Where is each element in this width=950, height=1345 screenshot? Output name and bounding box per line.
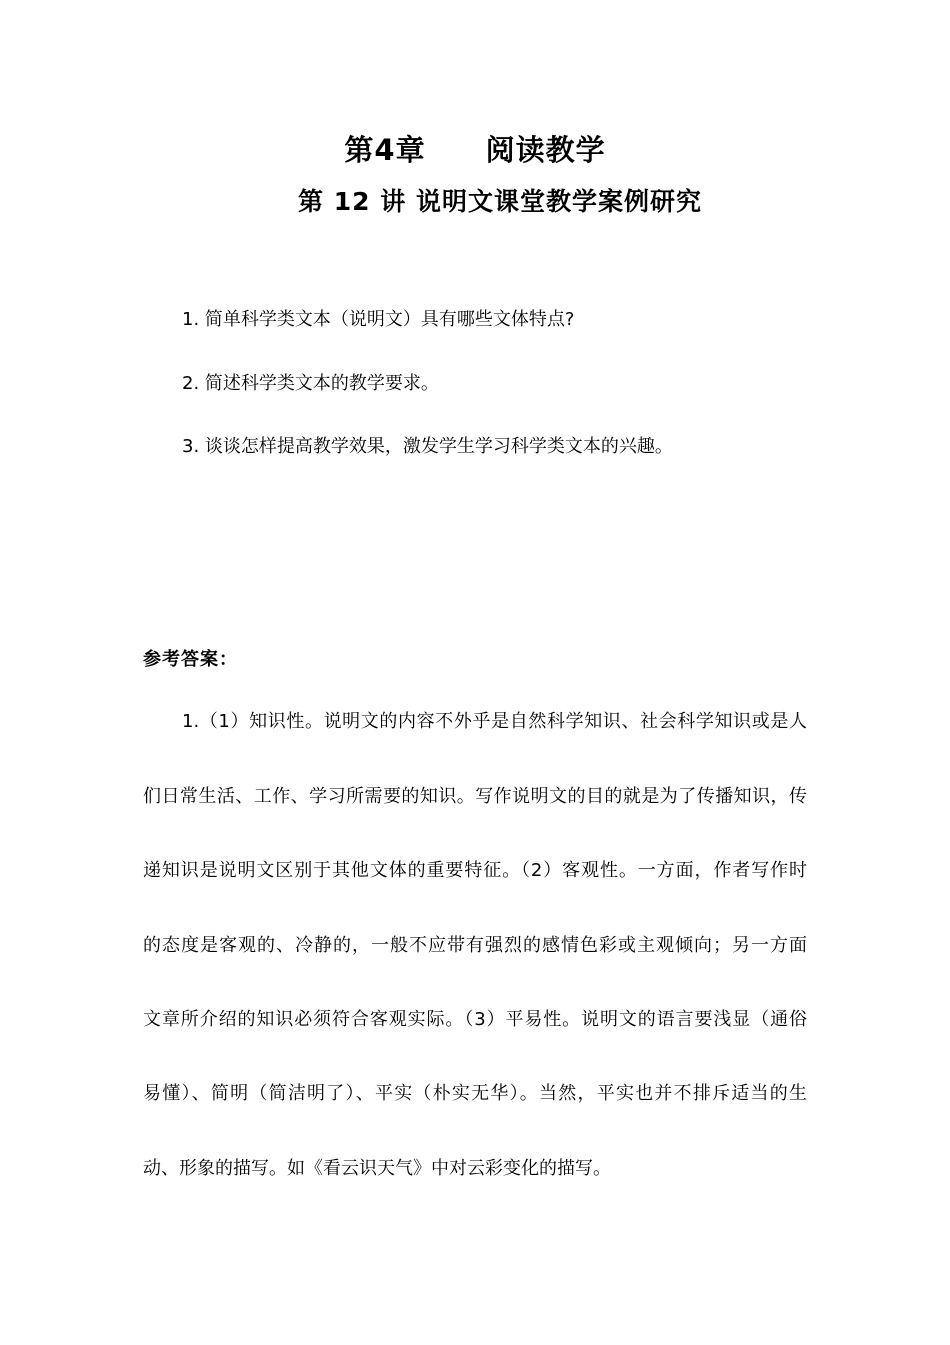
answer-line-7: 动、形象的描写。如《看云识天气》中对云彩变化的描写。 [143,1158,611,1179]
answer-line-2: 们日常生活、工作、学习所需要的知识。写作说明文的目的就是为了传播知识，传 [143,786,807,807]
question-3: 3. 谈谈怎样提高教学效果，激发学生学习科学类文本的兴趣。 [182,436,673,457]
question-1: 1. 简单科学类文本（说明文）具有哪些文体特点? [182,309,575,330]
answer-heading: 参考答案： [143,649,238,670]
answer-line-5: 文章所介绍的知识必须符合客观实际。（3）平易性。说明文的语言要浅显（通俗 [143,1009,807,1030]
chapter-title: 第4章 阅读教学 [344,133,606,167]
lecture-title: 第 12 讲 说明文课堂教学案例研究 [298,187,702,216]
answer-line-4: 的态度是客观的、冷静的，一般不应带有强烈的感情色彩或主观倾向；另一方面 [143,935,807,956]
question-2: 2. 简述科学类文本的教学要求。 [182,373,439,394]
answer-line-6: 易懂）、简明（简洁明了）、平实（朴实无华）。当然，平实也并不排斥适当的生 [143,1083,807,1104]
answer-line-3: 递知识是说明文区别于其他文体的重要特征。（2）客观性。一方面，作者写作时 [143,860,807,881]
answer-line-1: 1.（1）知识性。说明文的内容不外乎是自然科学知识、社会科学知识或是人 [182,711,807,732]
